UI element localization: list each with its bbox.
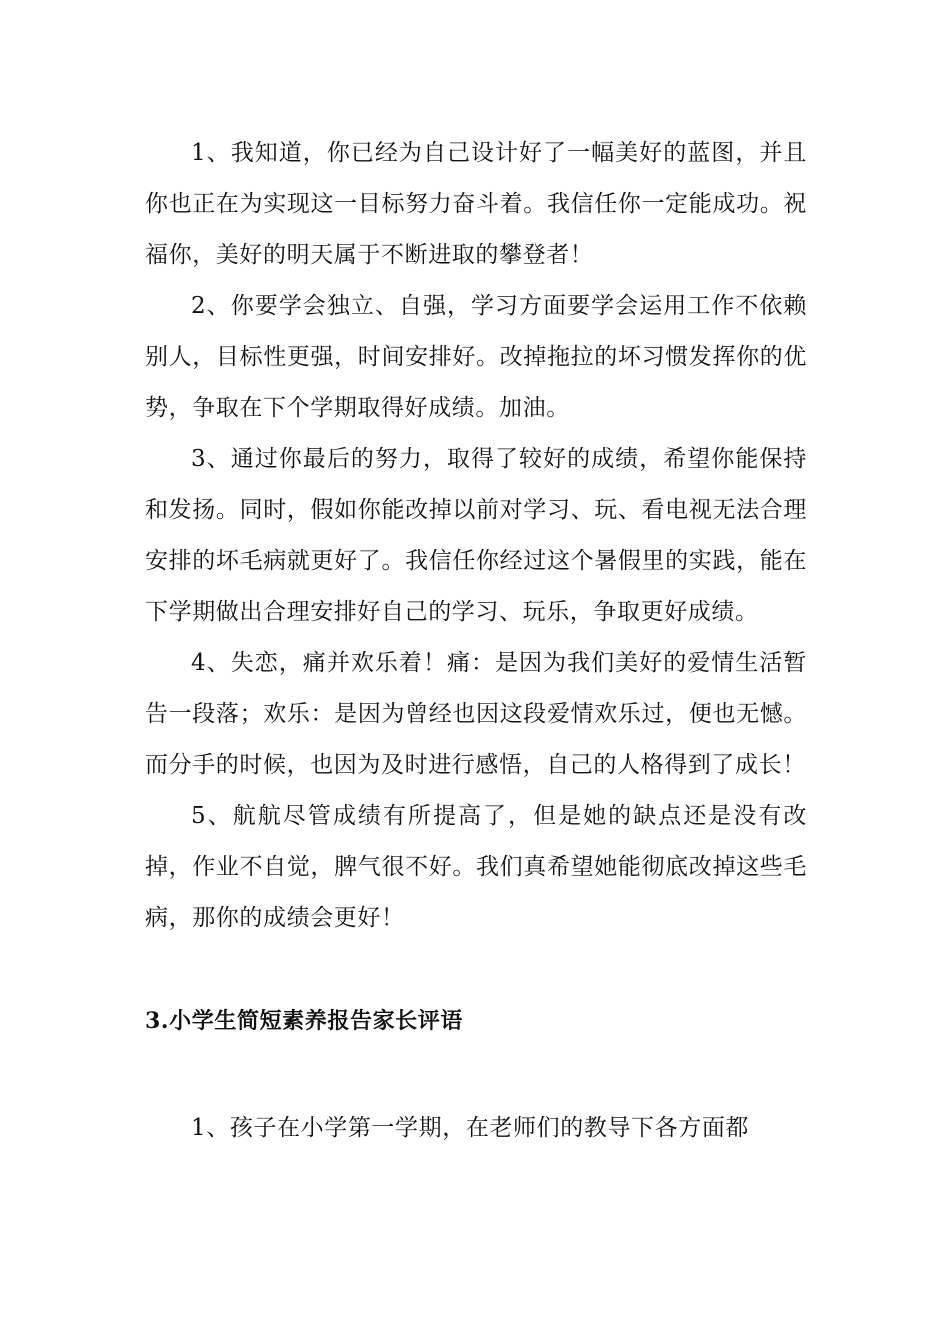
document-page — [145, 128, 807, 1154]
comment-paragraph-5: 5、航航尽管成绩有所提高了，但是她的缺点还是没有改掉，作业不自觉，脾气很不好。我们真希望她能彻底改掉这些毛病，那你的成绩会更好！ — [145, 803, 807, 931]
comment-paragraph-4: 4、失恋，痛并欢乐着！痛：是因为我们美好的爱情生活暂告一段落；欢乐：是因为曾经也因这段爱情欢乐过，便也无憾。而分手的时候，也因为及时进行感悟，自己的人格得到了成长！ — [145, 650, 807, 778]
section-paragraph-1: 1、孩子在小学第一学期，在老师们的教导下各方面都 — [191, 1115, 750, 1141]
section-heading: 3.小学生简短素养报告家长评语 — [145, 1008, 463, 1034]
comment-paragraph-1: 1、我知道，你已经为自己设计好了一幅美好的蓝图，并且你也正在为实现这一目标努力奋斗着。我信任你一定能成功。祝福你，美好的明天属于不断进取的攀登者！ — [145, 140, 807, 268]
comment-paragraph-2: 2、你要学会独立、自强，学习方面要学会运用工作不依赖别人，目标性更强，时间安排好。改掉拖拉的坏习惯发挥你的优势，争取在下个学期取得好成绩。加油。 — [145, 293, 807, 421]
comment-paragraph-3: 3、通过你最后的努力，取得了较好的成绩，希望你能保持和发扬。同时，假如你能改掉以前对学习、玩、看电视无法合理安排的坏毛病就更好了。我信任你经过这个暑假里的实践，能在下学期做出合理安排好自己的学习、玩乐，争取更好成绩。 — [145, 446, 807, 625]
